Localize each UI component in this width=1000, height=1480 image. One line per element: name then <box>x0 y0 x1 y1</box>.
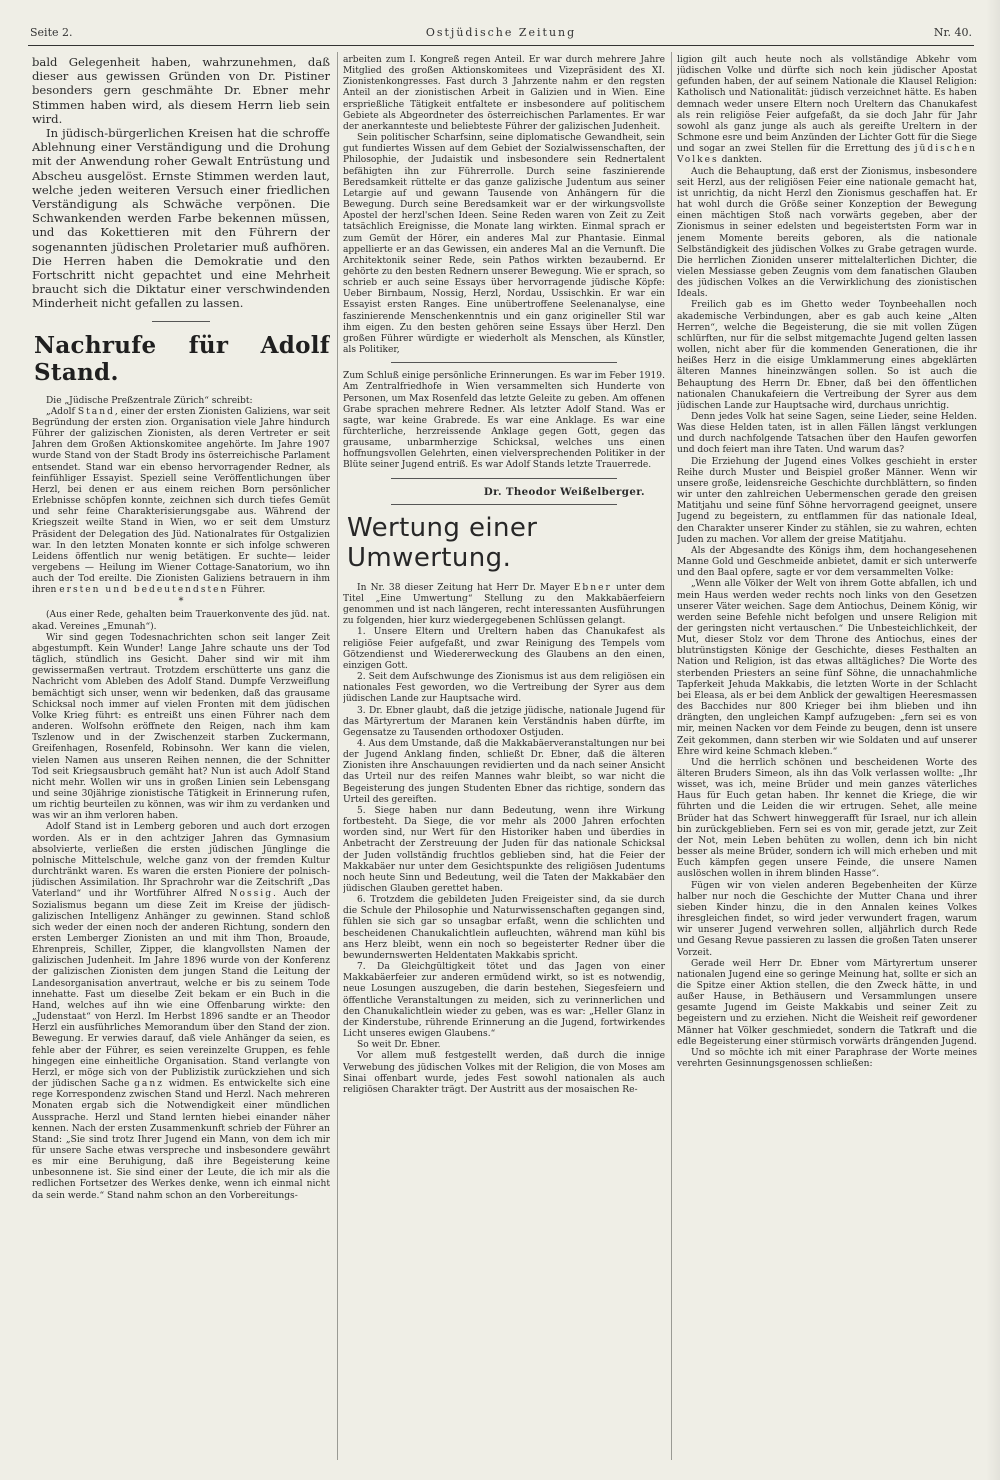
paragraph: Freilich gab es im Ghetto weder Toynbeehallen noch akademische Verbindungen, aber es gab auch keine „Alten Herren“, welche die Begeisterung, die sie mit vollen Zügen schlürften, nur für die selbst mitgemachte Jugend gelten lassen wollen, nicht aber für die kommenden Generationen, die ihr heißes Herz in die eisige Umklammerung eines abgeklärten älteren Mannes hineinzwängen sollen. So ist auch die Behauptung des Herrn Dr. Ebner, daß bei den öffentlichen nationalen Chanukafeiern die Vertreibung der Syrer aus dem jüdischen Lande zur Hauptsache wird, durchaus unrichtig. <box>677 300 977 411</box>
numbered-point: 1. Unsere Eltern und Ureltern haben das Chanukafest als religiöse Feier aufgefaßt, und zwar Reinigung des Tempels vom Götzendienst und Wiedererweckung des Glaubens an den einen, einzigen Gott. <box>343 627 665 671</box>
section-divider <box>391 362 616 363</box>
paragraph: arbeiten zum I. Kongreß regen Anteil. Er war durch mehrere Jahre Mitglied des großen Aktionskomitees und Vizepräsident des XI. Zionistenkongresses. Fast durch 3 Jahrzente nahm er den regsten Anteil an der zionistischen Arbeit in Galizien und in Wien. Eine ersprießliche Tätigkeit entfaltete er insbesondere auf politischem Gebiete als Abgeordneter des österreichischen Parlamentes. Er war der anerkannteste und beliebteste Führer der galizischen Judenheit. <box>343 55 665 132</box>
column-divider-2 <box>671 52 672 1460</box>
paragraph: In jüdisch-bürgerlichen Kreisen hat die schroffe Ablehnung einer Verständigung und die Drohung mit der Anwendung roher Gewalt Entrüstung und Abscheu ausgelöst. Ernste Stimmen werden laut, welche jeden weiteren Versuch einer friedlichen Verständigung als Schwäche verpönen. Die Schwankenden werden Farbe bekennen müssen, und das Kokettieren mit den Führern der sogenannten jüdischen Proletarier muß aufhören. Die Herren haben die Demokratie und den Fortschritt nicht gepachtet und eine Mehrheit braucht sich die Diktatur einer verschwindenden Minderheit nicht gefallen zu lassen. <box>32 126 330 311</box>
paragraph: In Nr. 38 dieser Zeitung hat Herr Dr. Mayer Ebner unter dem Titel „Eine Umwertung“ Stellung zu den Makkabäerfeiern genommen und ist nach längeren, recht interessanten Ausführungen zu folgenden, hier kurz wiedergegebenen Schlüssen gelangt. <box>343 582 665 627</box>
headline-wertung: Wertung einer Umwertung. <box>347 512 538 573</box>
paper-edge-shadow <box>986 0 1000 1480</box>
paragraph: Sein politischer Scharfsinn, seine diplomatische Gewandheit, sein gut fundiertes Wissen auf dem Gebiet der Sozialwissenschaften, der Philosophie, der Judaistik und insbesondere sein Rednertalent befähigten ihn zur Führerrolle. Durch seine faszinierende Beredsamkeit rüttelte er das ganze galizische Judentum aus seiner Letargie auf und gewann Tausende von Anhängern für die Bewegung. Durch seine Beredsamkeit war er der wirkungsvollste Apostel der herzl'schen Ideen. Seine Reden waren von Zeit zu Zeit tatsächlich Ereignisse, die Monate lang wirkten. Einmal sprach er zum Gemüt der Hörer, ein anderes Mal zur Phantasie. Einmal appellierte er an das Gewissen, ein anderes Mal an die Vernunft. Die Architektonik seiner Rede, sein Pathos wirkten bezaubernd. Er gehörte zu den besten Rednern unserer Bewegung. Wie er sprach, so schrieb er auch seine Essays über hervorragende jüdische Köpfe: Ueber Birnbaum, Nossig, Herzl, Nordau, Ussischkin. Er war ein Essayist ersten Ranges. Eine unübertroffene Seelenanalyse, eine faszinierende Menschenkenntnis und ein ganz origineller Stil war ihm eigen. Zu den besten gehören seine Essays über Herzl. Den großen Führer würdigte er wiederholt als Menschen, als Künstler, als Politiker, <box>343 133 665 356</box>
speech-intro: (Aus einer Rede, gehalten beim Trauerkonvente des jüd. nat. akad. Vereines „Emunah“). <box>32 610 330 632</box>
paragraph: Auch die Behauptung, daß erst der Zionismus, insbesondere seit Herzl, aus der religiösen Feier eine nationale gemacht hat, ist unrichtig, da nicht Herzl den Zionismus geschaffen hat. Er hat wohl durch die Größe seiner Konzeption der Bewegung einen mächtigen Stoß nach vorwärts gegeben, aber der Zionismus in seiner edelsten und begeistertsten Form war in jenem Momente bereits geboren, als die nationale Selbständigkeit des jüdischen Volkes zu Grabe getragen wurde. Die herrlichen Zioniden unserer mittelalterlichen Dichter, die vielen Messiasse geben Zeugnis vom dem fanatischen Glauben des jüdischen Volkes an die Verwirklichung des zionistischen Ideals. <box>677 166 977 300</box>
paragraph: ligion gilt auch heute noch als vollständige Abkehr vom jüdischen Volke und dürfte sich noch kein jüdischer Apostat gefunden haben, der auf seinem Nationale die Klausel Religion: Katholisch und Nationalität: jüdisch verzeichnet hätte. Es haben demnach weder unsere Eltern noch Ureltern das Chanukafest als rein religiöse Feier aufgefaßt, da sie doch Jahr für Jahr sowohl als ganz junge als auch als gereifte Ureltern in der Schmone esre und beim Anzünden der Lichter Gott für die Siege und sogar an zwei Stellen für die Errettung des jüdischen Volkes dankten. <box>677 55 977 166</box>
paragraph: bald Gelegenheit haben, wahrzunehmen, daß dieser aus gewissen Gründen von Dr. Pistiner besonders gern geschmähte Dr. Ebner mehr Stimmen haben wird, als diesem Herrn lieb sein wird. <box>32 55 330 126</box>
column-2 <box>343 55 665 1450</box>
author-signature: Dr. Theodor Weißelberger. <box>483 485 645 498</box>
obituary-paragraph: „Adolf Stand, einer der ersten Zionisten Galiziens, war seit Begründung der ersten zion. Organisation viele Jahre hindurch Führer der galizischen Zionisten, als deren Vertreter er seit Jahren dem Großen Aktionskomitee angehörte. Im Jahre 1907 wurde Stand von der Stadt Brody ins österreichische Parlament entsendet. Stand war ein ebenso hervorragender Redner, als feinfühliger Essayist. Speziell seine Veröffentlichungen über Herzl, bei denen er aus einem reichen Born persönlicher Erlebnisse schöpfen konnte, zeichnen sich durch tiefes Gemüt und sehr feine Charakterisierungsgabe aus. Während der Kriegszeit weilte Stand in Wien, wo er seit dem Umsturz Präsident der Delegation des Jüd. Nationalrates für Ostgalizien war. In den letzten Monaten konnte er sich infolge schweren Leidens öffentlich nur wenig betätigen. Er suchte— leider vergebens — Heilung im Wiener Cottage-Sanatorium, wo ihn auch der Tod ereilte. Die Zionisten Galiziens betrauern in ihm ihren ersten und bedeutendsten Führer. <box>32 406 330 596</box>
numbered-point: 3. Dr. Ebner glaubt, daß die jetzige jüdische, nationale Jugend für das Märtyrertum der Maranen kein Verständnis haben dürfte, im Gegensatze zu Tausenden orthodoxer Ostjuden. <box>343 705 665 738</box>
paragraph: Gerade weil Herr Dr. Ebner vom Märtyrertum unserer nationalen Jugend eine so geringe Meinung hat, sollte er sich an die Spitze einer Aktion stellen, die den Zweck hätte, in und außer Hause, in Bethäusern und Versammlungen unsere gesamte Jugend im Geiste Makkabis und seiner Zeit zu begeistern und zu erziehen. Nicht die Weisheit reif gewordener Männer hat Völker geschmiedet, sondern die Tatkraft und die edle Begeisterung einer stürmisch vorwärts drängenden Jugend. <box>677 958 977 1047</box>
section-divider <box>391 504 616 505</box>
newspaper-title: Ostjüdische Zeitung <box>425 26 577 39</box>
section-divider <box>391 478 616 479</box>
paragraph: Adolf Stand ist in Lemberg geboren und auch dort erzogen worden. Als er in den achtziger Jahren das Gymnasium absolvierte, verließen die ersten jüdischen Jünglinge die polnische Mittelschule, welche ganz von der fremden Kultur durchtränkt waren. Es waren die ersten Pioniere der polnisch-jüdischen Assimilation. Ihr Sprachrohr war die Zeitschrift „Das Vaterland“ und ihr Wortführer Alfred Nossig. Auch der Sozialismus begann um diese Zeit im Kreise der jüdisch-galizischen Intelligenz Anhänger zu gewinnen. Stand schloß sich weder der einen noch der anderen Richtung, sondern den ersten Lemberger Zionisten an und mit ihm Thon, Broaude, Ehrenpreis, Schiller, Zipper, die klangvollsten Namen der galizischen Judenheit. Im Jahre 1896 wurde von der Konferenz der galizischen Zionisten dem jungen Stand die Leitung der Landesorganisation anvertraut, welche er bis zu seinem Tode innehatte. Fast um dieselbe Zeit bekam er ein Buch in die Hand, welches auf ihn wie eine Offenbarung wirkte: den „Judenstaat“ von Herzl. Im Herbst 1896 sandte er an Theodor Herzl ein ausführliches Memorandum über den Stand der zion. Bewegung. Er verwies darauf, daß viele Anhänger da seien, es fehle aber der Führer, es seien vereinzelte Gruppen, es fehle hingegen eine einheitliche Organisation. Stand verlangte von Herzl, er möge sich von der Publizistik zurückziehen und sich der jüdischen Sache ganz widmen. Es entwickelte sich eine rege Korrespondenz zwischen Stand und Herzl. Nach mehreren Monaten ergab sich die Notwendigkeit einer mündlichen Aussprache. Herzl und Stand lernten hiebei einander näher kennen. Nach der ersten Zusammenkunft schrieb der Führer an Stand: „Sie sind trotz Ihrer Jugend ein Mann, von dem ich mir für unsere Sache etwas verspreche und insbesondere gewährt es mir eine Beruhigung, daß ihre Begeisterung keine unbesonnene ist. Sie sind einer der Leute, die ich mir als die redlichen Fortsetzer des Werkes denke, wenn ich einmal nicht da sein werde.“ Stand nahm schon an den Vorbereitungs- <box>32 822 330 1201</box>
column-3 <box>677 55 977 1450</box>
paragraph: Die Erziehung der Jugend eines Volkes geschieht in erster Reihe durch Muster und Beispiel großer Männer. Wenn wir unsere große, leidensreiche Geschichte durchblättern, so finden wir unter den zahlreichen Uebermenschen gerade den greisen Matitjahu und seine fünf Söhne hervorragend geeignet, unsere Jugend zu begeistern, zu entflammen für das nationale Ideal, den Charakter unserer Kinder zu stählen, sie zu wahren, echten Juden zu machen. Vor allem der greise Matitjahu. <box>677 456 977 545</box>
issue-number: Nr. 40. <box>933 26 972 39</box>
paragraph: Vor allem muß festgestellt werden, daß durch die innige Verwebung des jüdischen Volkes mit der Religion, die von Moses am Sinai offenbart wurde, jedes Fest sowohl nationalen als auch religiösen Charakter trägt. Der Austritt aus der mosaischen Re- <box>343 1051 665 1095</box>
page-number: Seite 2. <box>30 26 73 39</box>
paragraph: Und so möchte ich mit einer Paraphrase der Worte meines verehrten Gesinnungsgenossen schließen: <box>677 1047 977 1070</box>
header-rule <box>28 45 974 46</box>
page-header <box>30 26 972 46</box>
paragraph: Als der Abgesandte des Königs ihm, dem hochangesehenen Manne Gold und Geschmeide anbietet, damit er sich unterwerfe und den Baal opfere, sagte er vor dem versammelten Volke: <box>677 545 977 579</box>
quotation: „Wenn alle Völker der Welt von ihrem Gotte abfallen, ich und mein Haus werden weder rechts noch links von den Gesetzen unserer Väter weichen. Sage dem Antiochus, Deinem König, wir werden seine Befehle nicht befolgen und unsere Religion mit der geringsten nicht vertauschen.“ Die Unbesteichlichkeit, der Mut, dieser Stolz vor dem Throne des Antiochus, eines der blutrünstigsten Könige der Geschichte, dieses Festhalten an Nation und Religion, ist das etwas alltägliches? Die Worte des sterbenden Priesters an seine fünf Söhne, die unnachahmliche Tapferkeit Jehuda Makkabis, die letzten Worte in der Schlacht bei Eleasa, als er bei dem Anblick der gewaltigen Heeresmassen des Bacchides nur 800 Krieger bei ihm blieben und ihn drängten, den ungleichen Kampf aufzugeben: „fern sei es von mir, meinen Nacken vor dem Feinde zu beugen, denn ist unsere Zeit gekommen, dann sterben wir wie Soldaten und auf unserer Ehre wird keine Schmach kleben.“ <box>677 579 977 757</box>
paragraph: Denn jedes Volk hat seine Sagen, seine Lieder, seine Helden. Was diese Helden taten, ist in allen Fällen längst verklungen und durch nachfolgende Tatsachen über den Haufen geworfen und doch feiert man ihre Taten. Und warum das? <box>677 412 977 456</box>
numbered-point: 2. Seit dem Aufschwunge des Zionismus ist aus dem religiösen ein nationales Fest geworden, wo die Vertreibung der Syrer aus dem jüdischen Lande zur Hauptsache wird. <box>343 672 665 705</box>
headline-nachrufe: Nachrufe für Adolf Stand. <box>34 331 330 386</box>
asterisk-separator: * <box>178 596 184 608</box>
column-divider-1 <box>337 52 338 1460</box>
column-1 <box>32 55 330 1450</box>
numbered-point: 4. Aus dem Umstande, daß die Makkabäerveranstaltungen nur bei der Jugend Anklang finden, schließt Dr. Ebner, daß die älteren Zionisten ihre Anschauungen revidierten und da nach seiner Ansicht das Urteil nur des reifen Mannes wahr bleibt, so war nicht die Begeisterung des jungen Studenten Ebner das richtige, sondern das Urteil des gereiften. <box>343 738 665 805</box>
paragraph: Fügen wir von vielen anderen Begebenheiten der Kürze halber nur noch die Geschichte der Mutter Chana und ihrer sieben Kinder hinzu, die in den Annalen keines Volkes ihresgleichen findet, so wird jeder verwundert fragen, warum wir unserer Jugend verwehren sollen, alljährlich durch Rede und Gesang Revue passieren zu lassen die großen Taten unserer Vorzeit. <box>677 880 977 958</box>
section-divider <box>152 321 210 322</box>
numbered-point: 7. Da Gleichgültigkeit tötet und das Jagen von einer Makkabäerfeier zur anderen ermüdend wirkt, so ist es notwendig, neue Losungen auszugeben, die darin bestehen, Siegesfeiern und öffentliche Veranstaltungen zu meiden, sich zu verinnerlichen und den Chanukalichtlein wieder zu geben, was es war: „Heller Glanz in der Kinderstube, rührende Erinnerung an die Jugend, fortwirkendes Licht unseres ewigen Glaubens.“ <box>343 962 665 1040</box>
obituary-intro: Die „Jüdische Preßzentrale Zürich“ schreibt: <box>46 395 253 406</box>
paragraph: So weit Dr. Ebner. <box>357 1040 441 1051</box>
paragraph: Und die herrlich schönen und bescheidenen Worte des älteren Bruders Simeon, als ihn das Volk verlassen wollte: „Ihr wisset, was ich, meine Brüder und mein ganzes väterliches Haus für Euch getan haben. Ihr kennet die Kriege, die wir führten und die Leiden die wir ertrugen. Sehet, alle meine Brüder hat das Schwert hinweggerafft für Israel, nur ich allein bin zurückgeblieben. Fern sei es von mir, gerade jetzt, zur Zeit der Not, mein Leben behüten zu wollen, denn ich bin nicht besser als meine Brüder, sondern ich will mich erheben und mit Euch kämpfen gegen unsere Feinde, die unsere Namen auslöschen wollen in ihrem blinden Hasse“. <box>677 757 977 880</box>
paragraph: Zum Schluß einige persönliche Erinnerungen. Es war im Feber 1919. Am Zentralfriedhofe in Wien versammelten sich Hunderte von Personen, um Max Rosenfeld das letzte Geleite zu geben. Am offenen Grabe sprachen mehrere Redner. Als letzter Adolf Stand. Was er sagte, war keine Grabrede. Es war eine Anklage. Es war eine fürchterliche, herzreissende Anklage gegen Gott, gegen das grausame, unbarmherzige Schicksal, welches uns einen hoffnungsvollen Gelehrten, einen vielversprechenden Politiker in der Blüte seiner Jugend entriß. Es war Adolf Stands letzte Trauerrede. <box>343 371 665 471</box>
numbered-point: 6. Trotzdem die gebildeten Juden Freigeister sind, da sie durch die Schule der Philosophie und Naturwissenschaften gegangen sind, fühlen sie sich gar so unsagbar erfaßt, wenn die schlichten und bescheidenen Chanukalichtlein aufleuchten, während man kühl bis ans Herz bleibt, wenn ein noch so begeisterter Redner über die bewundernswerten Heldentaten Makkabis spricht. <box>343 895 665 961</box>
paragraph: Wir sind gegen Todesnachrichten schon seit langer Zeit abgestumpft. Kein Wunder! Lange Jahre schaute uns der Tod täglich, stündlich ins Gesicht. Daher sind wir mit ihm gewissermaßen vertraut. Trotzdem erschütterte uns ganz die Nachricht vom Ableben des Adolf Stand. Dumpfe Verzweiflung bemächtigt sich unser, wenn wir bedenken, daß das grausame Schicksal noch immer auf vielen Fronten mit dem jüdischen Volke Krieg führt: es entreißt uns einen Führer nach dem anderen. Wolfsohn eröffnete den Reigen, nach ihm kam Tszlenow und in der Zwischenzeit starben Zuckermann, Greifenhagen, Rosenfeld, Robinsohn. Wer kann die vielen, vielen Namen aus unseren Reihen nennen, die der Schnitter Tod seit Kriegsausbruch gemäht hat? Nun ist auch Adolf Stand nicht mehr. Wollen wir uns in großen Linien sein Lebensgang und seine 30jährige zionistische Tätigkeit in Erinnerung rufen, um richtig beurteilen zu können, was wir ihm zu verdanken und was wir an ihm verloren haben. <box>32 632 330 822</box>
numbered-point: 5. Siege haben nur dann Bedeutung, wenn ihre Wirkung fortbesteht. Da Siege, die vor mehr als 2000 Jahren erfochten worden sind, nur Wert für den Historiker haben und überdies in Anbetracht der Zerstreuung der Juden für das nationale Schicksal der Juden vollständig fruchtlos geblieben sind, hat die Feier der Makkabäer nur unter dem Gesichtspunkte des religiösen Judentums noch heute Sinn und Bedeutung, weil die Taten der Makkabäer den jüdischen Glauben gerettet haben. <box>343 805 665 894</box>
